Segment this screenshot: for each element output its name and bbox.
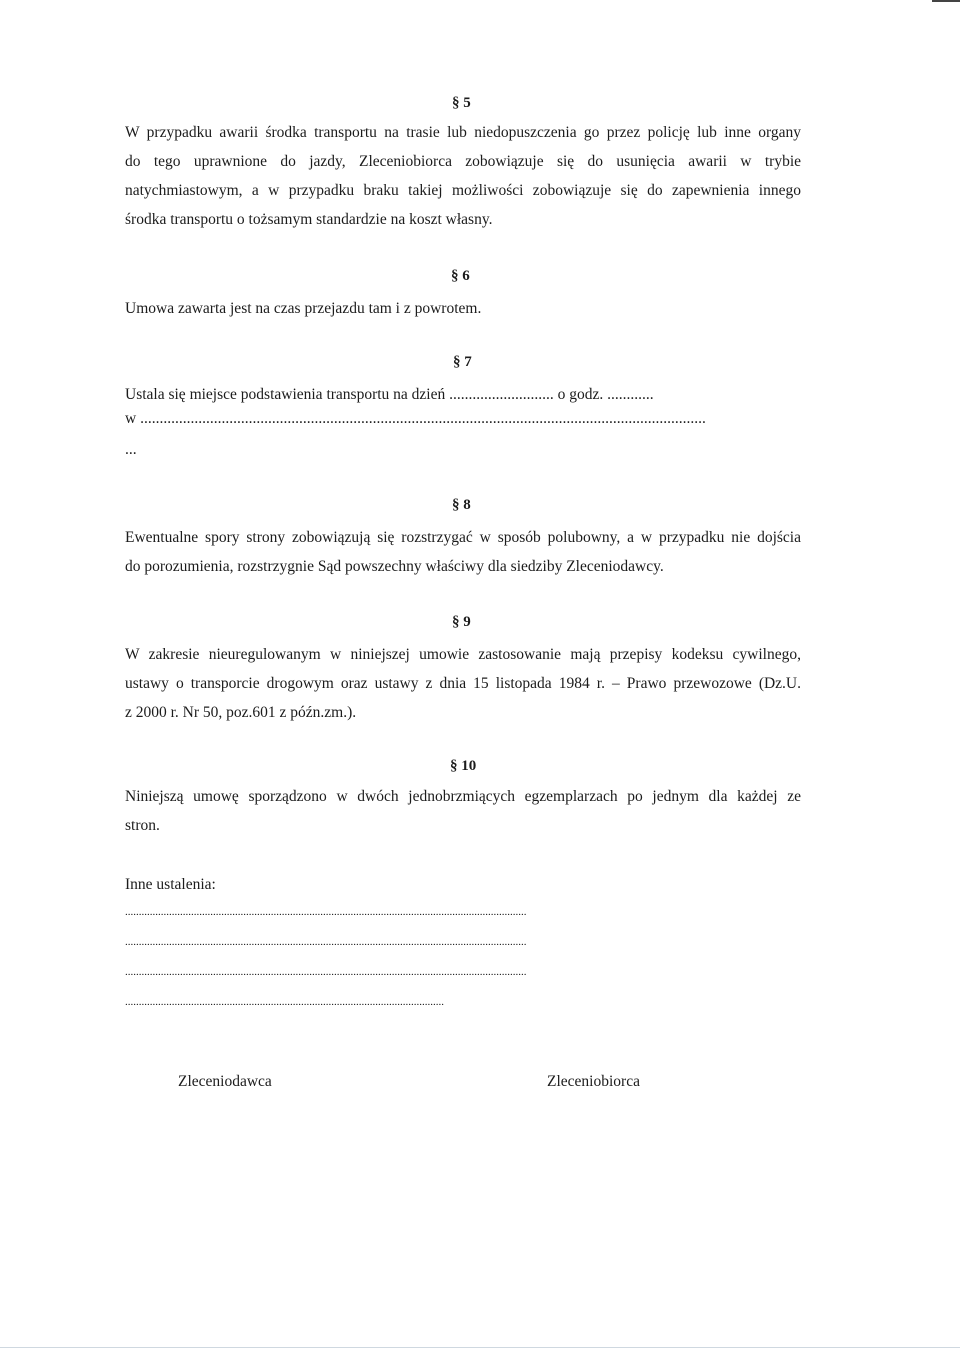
other-line-4: ....................................................................................................................: [125, 996, 444, 1008]
section-9-heading-text: § 9: [452, 614, 471, 630]
section-7-line-place: w ..................................................................................................................................................: [125, 410, 706, 427]
section-6-paragraph: [125, 294, 801, 323]
section-5-line-4: środka transportu o tożsamym standardzie na koszt własny.: [125, 211, 493, 228]
section-10-line-1: Niniejszą umowę sporządzono w dwóch jednobrzmiących egzemplarzach po jednym dla każdej ze: [125, 788, 801, 805]
section-5-line-1: W przypadku awarii środka transportu na trasie lub niedopuszczenia go przez policję lub inne organy: [125, 124, 801, 141]
section-6-line-1: Umowa zawarta jest na czas przejazdu tam i z powrotem.: [125, 300, 482, 317]
other-line-2: ..................................................................................................................................................: [125, 936, 527, 948]
section-7-heading-text: § 7: [453, 354, 472, 370]
section-8-line-2: do porozumienia, rozstrzygnie Sąd powszechny właściwy dla siedziby Zleceniodawcy.: [125, 558, 664, 575]
bottom-rule: [0, 1347, 960, 1348]
section-7-line-date-time: Ustala się miejsce podstawienia transportu na dzień ........................... o godz. ............: [125, 386, 654, 403]
other-arrangements-lines: [125, 897, 798, 1017]
section-9-paragraph: [125, 640, 801, 727]
other-arrangements: [125, 870, 801, 899]
section-7-paragraph: [125, 380, 801, 467]
section-9-line-1: W zakresie nieuregulowanym w niniejszej umowie zastosowanie mają przepisy kodeksu cywilnego,: [125, 646, 801, 663]
section-8-paragraph: [125, 523, 801, 581]
section-10-line-2: stron.: [125, 817, 160, 834]
section-8-heading-text: § 8: [452, 497, 471, 513]
section-9-line-3: z 2000 r. Nr 50, poz.601 z późn.zm.).: [125, 704, 357, 721]
signature-zleceniobiorca: Zleceniobiorca: [547, 1073, 640, 1090]
section-10-paragraph: [125, 782, 801, 840]
other-line-1: ..................................................................................................................................................: [125, 906, 527, 918]
section-10-heading-text: § 10: [450, 758, 477, 774]
section-5-line-3: natychmiastowym, a w przypadku braku takiej możliwości zobowiązuje się do zapewnienia innego: [125, 182, 801, 199]
other-line-3: ..................................................................................................................................................: [125, 966, 527, 978]
section-8-line-1: Ewentualne spory strony zobowiązują się rozstrzygać w sposób polubowny, a w przypadku nie dojścia: [125, 529, 801, 546]
section-5-paragraph: [125, 118, 801, 234]
section-7-line-ellipsis: ...: [125, 441, 137, 458]
section-6-heading-text: § 6: [451, 268, 470, 284]
section-9-line-2: ustawy o transporcie drogowym oraz ustawy z dnia 15 listopada 1984 r. – Prawo przewozowe (Dz.U.: [125, 675, 801, 692]
section-5-line-2: do tego uprawnione do jazdy, Zleceniobiorca zobowiązuje się do usunięcia awarii w trybie: [125, 153, 801, 170]
signature-zleceniodawca: Zleceniodawca: [178, 1073, 272, 1090]
corner-mark: [932, 0, 960, 2]
other-arrangements-label: Inne ustalenia:: [125, 876, 216, 893]
section-5-heading-text: § 5: [452, 95, 471, 111]
